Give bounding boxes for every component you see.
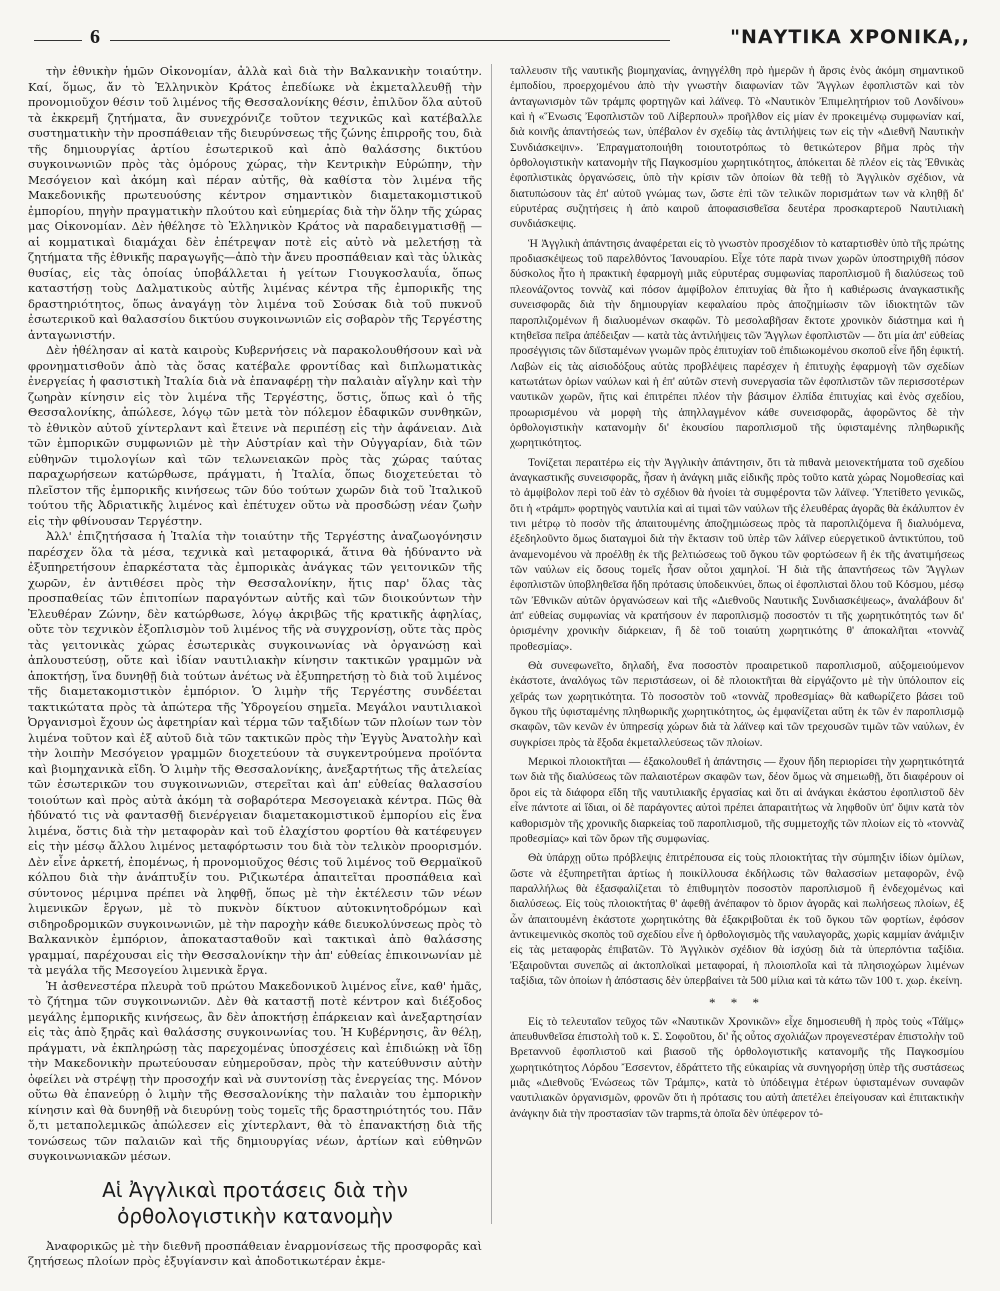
column-divider: [491, 64, 492, 1224]
section-heading-line2: ὀρθολογιστικὴν κατανομὴν: [117, 1203, 393, 1228]
final-paragraph: Εἰς τὸ τελευταῖον τεῦχος τῶν «Ναυτικῶν Χρονικῶν» εἶχε δημοσιευθῆ ἡ πρὸς τοὺς «Τάϊμς» ἀπευθυνθεῖσα ἐπιστολὴ τοῦ κ. Σ. Σοφοῦτου, δι' ἧς οὗτος σχολιάζων προγενεστέραν ἐπιστολὴν τοῦ Βρεταννοῦ ἐφοπλιστοῦ καὶ βιασοῦ τῆς ὀρθολογιστικῆς κατανομῆς τῆς Παγκοσμίου χωρητικότητος Λόρδου Ἔσσεντον, ἐδράττετο τῆς εὐκαιρίας νὰ συνηγορήσῃ ὑπὲρ τῆς συστάσεως μιᾶς «Διεθνοῦς Ἑνώσεως τῶν Τράμπς», κατὰ τὸ ὑπόδειγμα ἑτέρων ὑφισταμένων συναφῶν ναυτιλιακῶν ὀργανισμῶν, φρονῶν ὅτι ἡ πρότασις του αὐτὴ ἀπετέλει ἐπείγουσαν καὶ ἐπιτακτικὴν ἀνάγκην διὰ τὴν προστασίαν τῶν trapms,τὰ ὁποῖα δὲν ὑπέφερον τό-: [510, 1015, 964, 1120]
section-heading: [28, 1177, 482, 1229]
right-paragraph: ταλλευσιν τῆς ναυτικῆς βιομηχανίας, ἀνηγγέλθη πρὸ ἡμερῶν ἡ ἄρσις ἑνὸς ἀκόμη σημαντικοῦ ἐμποδίου, προερχομένου ἀπὸ τὴν γνωστὴν διαφωνίαν τῶν Ἄγγλων ἐφοπλιστῶν καὶ τὸν ἀνταγωνισμὸν τῶν τράμπς φορτηγῶν καὶ λάϊνεφ. Τὸ «Ναυτικὸν Ἐπιμελητήριον τοῦ Λονδίνου» καὶ ἡ «Ἕνωσις Ἐφοπλιστῶν τοῦ Λίβερπουλ» προῆλθον εἰς μίαν ἐν προκειμένῳ συμφωνίαν καί, διὰ κοινῆς ἀπαντήσεώς των, ὑπέβαλον ἐν σχεδίῳ τὰς ἀντιλήψεις των εἰς τὴν «Διεθνῆ Ναυτικὴν Συνδιάσκεψιν». Ἐπραγματοποιήθη τοιουτοτρόπως τὸ θετικώτερον βῆμα πρὸς τὴν ὀρθολογιστικὴν κατανομὴν τῆς Παγκοσμίου χωρητικότητος, ἀπόκειται δὲ πλέον εἰς τὰς Ἐθνικὰς ἐφοπλιστικὰς ὀργανώσεις, ὑπὸ τὴν κρίσιν τῶν ὁποίων θὰ τεθῇ τὸ Ἀγγλικὸν σχέδιον, νὰ διατυπώσουν τὰς ἐπ' αὐτοῦ γνώμας των, ὥστε ἐπὶ τῶν τελικῶν πορισμάτων των νὰ κληθῇ δι' εὐρυτέρας συζητήσεις ἡ ἀπὸ καιροῦ ἀποφασισθεῖσα δευτέρα προσκαρτεροῦ Ναυτιλιακὴ συνδιάσκεψις.: [510, 65, 964, 231]
left-paragraph: Ἡ ἀσθενεστέρα πλευρὰ τοῦ πρώτου Μακεδονικοῦ λιμένος εἶνε, καθ' ἡμᾶς, τὸ ζήτημα τῶν συγκοινωνιῶν. Δὲν θὰ καταστῇ ποτὲ κέντρον καὶ διέξοδος μεγάλης ἐμπορικῆς κινήσεως, ἂν δὲν ἀποκτήσῃ ἐπάρκειαν καὶ ἀνεξαρτησίαν εἰς τὰς ἀπὸ ξηρᾶς καὶ θαλάσσης συγκοινωνίας του. Ἡ Κυβέρνησις, ἂν θέλῃ, πράγματι, νὰ ἐκπληρώσῃ τὰς παρεχομένας ὑποσχέσεις καὶ ἐπιδιώκῃ νὰ ἴδῃ τὴν Μακεδονικὴν πρωτεύουσαν εὐημεροῦσαν, πρὸς τὴν κατεύθυνσιν αὐτὴν ὀφείλει νὰ στρέψῃ τὴν προσοχήν καὶ νὰ συντονίσῃ τὰς ἐνεργείας της. Μόνον οὕτω θὰ ἐπανεύρῃ ὁ λιμὴν τῆς Θεσσαλονίκης τὴν παλαιὰν του ἐμπορικὴν κίνησιν καὶ θὰ δυνηθῇ νὰ διευρύνῃ τοὺς τομεῖς τῆς δραστηριότητός του. Πᾶν ὅ,τι μεταπολεμικῶς ἀπώλεσεν εἰς χίντερλαντ, θὰ τὸ ἐπανακτήσῃ διὰ τῆς τονώσεως τῶν παλαιῶν καὶ τῆς δημιουργίας νέων, ἀρτίων καὶ εὐθηνῶν συγκοινωνιακῶν μέσων.: [28, 978, 482, 1163]
left-paragraph: Δὲν ἠθέλησαν αἱ κατὰ καιροὺς Κυβερνήσεις νὰ παρακολουθήσουν καὶ νὰ φρονηματισθοῦν ἀπὸ τὰς ὅσας κατέβαλε φροντίδας καὶ διπλωματικὰς ἐνεργείας ἡ φασιστικὴ Ἰταλία διὰ νὰ ἐπαναφέρῃ τὴν παλαιὰν αἴγλην καὶ τὴν ζωηρὰν κίνησιν εἰς τὸν λιμένα τῆς Τεργέστης, ὅστις, ὅπως καὶ ὁ τῆς Θεσσαλονίκης, ἀπώλεσε, λόγῳ τῶν μετὰ τὸν πόλεμον ἐδαφικῶν συνθηκῶν, τὸ ἐθνικὸν αὐτοῦ χίντερλαντ καὶ ἔτεινε νὰ περιπέσῃ εἰς τὴν ἀφάνειαν. Διὰ τῶν ἐμπορικῶν συμφωνιῶν μὲ τὴν Αὐστρίαν καὶ τὴν Οὐγγαρίαν, διὰ τῶν εὐθηνῶν τιμολογίων καὶ τῶν τελωνειακῶν πρὸς τὰς χώρας ταύτας παραχωρήσεων κατώρθωσε, πράγματι, ἡ Ἰταλία, ὅπως διοχετεύεται τὸ πλεῖστον τῆς ἐμπορικῆς κινήσεως τῶν δύο τούτων χωρῶν διὰ τοῦ Ἰταλικοῦ τούτου τῆς Ἀδριατικῆς λιμένος καὶ ἐπέτυχεν οὕτω νὰ προσδώσῃ νέαν ζωὴν εἰς τὴν φθίνουσαν Τεργέστην.: [28, 343, 482, 528]
section-heading-line1: Αἱ Ἀγγλικαὶ προτάσεις διὰ τὴν: [102, 1177, 408, 1202]
page-number: 6: [90, 26, 100, 48]
right-paragraph: Θὰ συνεφωνεῖτο, δηλαδή, ἕνα ποσοστὸν προαιρετικοῦ παροπλισμοῦ, αὐξομειούμενον ἑκάστοτε, ἀναλόγως τῶν περιστάσεων, οἱ δὲ πλοιοκτῆται θὰ εἰργάζοντο μὲ τὴν ὑπόλοιπον εἰς χεῖράς των χωρητικότητα. Τὸ ποσοστὸν τοῦ «τοννὰζ προθεσμίας» θὰ καθωρίζετο βάσει τοῦ ὄγκου τῆς ὑφισταμένης πληθωρικῆς χωρητικότητος, ὡς ἐμφανίζεται αὕτη ἐκ τῶν ἐν παροπλισμῷ σκαφῶν, τῶν κενῶν ἐν ὑπηρεσίᾳ χώρων διὰ τὰ λάϊνεφ καὶ τῶν τρεχουσῶν τιμῶν τῶν ναύλων, ἐν συγκρίσει πρὸς τὰ ἔξοδα ἐκμεταλλεύσεως τῶν πλοίων.: [510, 660, 964, 749]
page-header: [34, 26, 970, 52]
left-paragraph: τὴν ἐθνικὴν ἡμῶν Οἰκονομίαν, ἀλλὰ καὶ διὰ τὴν Βαλκανικὴν τοιαύτην. Καί, ὅμως, ἄν τὸ Ἑλληνικὸν Κράτος ἐπεδίωκε νὰ ἐκμεταλλευθῇ τὴν προνομιοῦχον θέσιν τοῦ λιμένος τῆς Θεσσαλονίκης θέσιν, ἐπιλῦον ὅλα αὐτοῦ τὰ ἐκκρεμῆ ζητήματα, ἂν συνεχρόνιζε τοῦτον τεχνικῶς καὶ κατέβαλλε συστηματικὴν τὴν προσπάθειαν τῆς διευρύνσεως τῆς ζώνης ἐπιρροῆς του, διὰ τῆς δημιουργίας ἀρτίου ἐσωτερικοῦ καὶ ἀπὸ θαλάσσης δικτύου συγκοινωνιῶν πρὸς τὰς ὁμόρους χώρας, τὴν Κεντρικὴν Εὐρώπην, τὴν Μεσόγειον καὶ ἀκόμη καὶ πέραν αὐτῆς, θὰ καθίστα τὸν λιμένα τῆς Μακεδονικῆς πρωτευούσης κέντρον σημαντικὸν διαμετακομιστικοῦ ἐμπορίου, πηγὴν πραγματικὴν πλούτου καὶ εὐημερίας διὰ τὴν ὅλην τῆς χώρας μας Οἰκονομίαν. Δὲν ἠθέλησε τὸ Ἑλληνικὸν Κράτος νὰ παραδειγματισθῇ — αἱ κομματικαὶ διαμάχαι δὲν ἐπέτρεψαν ποτὲ εἰς αὐτὸ νὰ μελετήσῃ τὰ ζητήματα τῆς ἐθνικῆς παραγωγῆς—ἀπὸ τὴν ἄνευ προσπάθειαν καὶ τὰς ὑλικὰς θυσίας, εἰς τὰς ὁποίας ὑποβάλλεται ἡ γείτων Γιουγκοσλαυΐα, ὅπως καταστήσῃ τοὺς Δαλματικοὺς αὐτῆς λιμένας κέντρα τῆς ἐμπορικῆς της δραστηριότητος, ὅπως ἀναγάγῃ τὸν λιμένα τοῦ Σούσακ διὰ τοῦ πυκνοῦ ἐσωτερικοῦ καὶ θαλασσίου δικτύου συγκοινωνιῶν εἰς σοβαρὸν τῆς Τεργέστης ἀνταγωνιστήν.: [28, 64, 482, 342]
header-rule-right: [110, 40, 670, 41]
section-separator-stars: * * *: [709, 995, 765, 1011]
section-lead-paragraph: Ἀναφορικῶς μὲ τὴν διεθνῆ προσπάθειαν ἐναρμονίσεως τῆς προσφορᾶς καὶ ζητήσεως πλοίων πρὸς ἐξυγίανσιν καὶ ἀποδοτικωτέραν ἐκμε-: [28, 1238, 482, 1268]
left-column: [28, 64, 482, 1270]
right-paragraph: Τονίζεται περαιτέρω εἰς τὴν Ἀγγλικὴν ἀπάντησιν, ὅτι τὰ πιθανὰ μειονεκτήματα τοῦ σχεδίου ἀναγκαστικῆς συνεισφορᾶς, ἦσαν ἡ ἀνάγκη μιᾶς εἰδικῆς πρὸς τοῦτο κατὰ χώρας Νομοθεσίας καὶ τὸ ἀμφίβολον περὶ τοῦ ἐὰν τὸ σχέδιον θὰ ἠνοίει τὰ συμφέροντα τῶν λάϊνεφ. Ὑπετίθετο γενικῶς, ὅτι ἡ «τράμπ» φορτηγὸς ναυτιλία καὶ αἱ τιμαὶ τῶν ναύλων τῆς ἐλευθέρας ἀγορᾶς θὰ ἐκάλυπτον ἐν τινι μέτρῳ τὸ ποσὸν τῆς ἀπαιτουμένης ἀποζημιώσεως πρὸς τὰ παροπλιζόμενα ἢ διαλυόμενα, ἐξεδηλοῦντο ὅμως διαταγμοὶ διὰ τὴν ἔκτασιν τοῦ ὑπὲρ τῶν λάϊνερ εὐεργετικοῦ ἀντικτύπου, τοῦ ἀναμενομένου νὰ προέλθῃ ἐκ τῆς βελτιώσεως τοῦ ὄγκου τῶν φορτώσεων ἢ ἐκ τῆς ἀνατιμήσεως τῶν ναύλων εἰς ὅσους τομεῖς ἦσαν οὗτοι χαμηλοί. Ἡ διὰ τῆς ἀπαντήσεως τῶν Ἄγγλων ἐφοπλιστῶν ὑποβληθεῖσα ἤδη πρότασις ὑποδεικνύει, ὅπως οἱ ἐφοπλισταὶ ὅλου τοῦ Κόσμου, μέσῳ τῶν Ἐθνικῶν αὐτῶν ὀργανώσεων καὶ τῆς «Διεθνοῦς Ναυτικῆς Συνδιασκέψεως», ἀναλάβουν δι' ἀπ' εὐθείας συμφωνίας νὰ κρατήσουν ἐν παροπλισμῷ ποσοστόν τι τῆς χωρητικότητός των δι' ὁρισμένην χρονικὴν διάρκειαν, ἢ δὲ τοῦ τοιαύτη χωρητικότης θ' ἀποκαλῆται «τοννὰζ προθεσμίας».: [510, 456, 964, 653]
right-paragraph: Μερικοὶ πλοιοκτῆται — ἐξακολουθεῖ ἡ ἀπάντησις — ἔχουν ἤδη περιορίσει τὴν χωρητικότητά των διὰ τῆς διαλύσεως τῶν παλαιοτέρων σκαφῶν των, δέον ὅμως νὰ σημειωθῇ, ὅτι διαφέρουν οἱ ὅροι εἰς τὰ διάφορα εἴδη τῆς ναυτιλιακῆς ἐργασίας καὶ ὅτι αἱ ἀνάγκαι ἑκάστου ἐφοπλιστοῦ δὲν εἶνε πάντοτε αἱ ἴδιαι, οἱ δὲ παράγοντες αὐτοὶ πρέπει ἀπαραιτήτως νὰ ληφθοῦν ὑπ' ὄψιν κατὰ τὸν καθορισμὸν τῆς χρονικῆς διαρκείας τοῦ παροπλισμοῦ, τῆς συμμετοχῆς τῶν πλοίων εἰς τὸ «τοννὰζ προθεσμίας» καὶ τῶν ὅρων τῆς συμφωνίας.: [510, 756, 964, 845]
masthead-title: "ΝΑΥΤΙΚΑ ΧΡΟΝΙΚΑ,,: [730, 26, 970, 48]
right-column: [510, 64, 964, 1122]
right-paragraph: Ἡ Ἀγγλικὴ ἀπάντησις ἀναφέρεται εἰς τὸ γνωστὸν προσχέδιον τὸ καταρτισθὲν ὑπὸ τῆς πρώτης προδιασκέψεως τοῦ παρελθόντος Ἰανουαρίου. Εἶχε τότε παρὰ τινων χωρῶν ὑποστηριχθῆ πόσον δύσκολος ἦτο ἡ πρακτικὴ ἐφαρμογὴ μιᾶς εὐρυτέρας συμφωνίας παροπλισμοῦ ἢ διαλύσεως τοῦ πλεονάζοντος τοννὰζ καὶ πόσον ἀμφίβολον ἐπιτυχίας θὰ ἦτο ἡ καθιέρωσις ἀναγκαστικῆς συνεισφορᾶς διὰ τὴν δημιουργίαν κεφαλαίου πρὸς ἀποζημίωσιν τῶν ἰδιοκτητῶν τῶν παροπλιζομένων ἢ διαλυομένων σκαφῶν. Τὸ μεσολαβῆσαν ἔκτοτε χρονικὸν διάστημα καὶ ἡ κτηθεῖσα πεῖρα ἀπέδειξαν — κατὰ τὰς ἀντιλήψεις τῶν Ἄγγλων ἐφοπλιστῶν — ὅτι μία ἀπ' εὐθείας προσέγγισις τῶν διϊσταμένων γνωμῶν πρὸς ἐπιτυχίαν τοῦ ἐπιδιωκομένου σκοποῦ εἶνε ἤδη ἐφικτή. Λαβὼν εἰς τὰς αἰσιοδόξους αὐτὰς προβλέψεις παρέσχεν ἡ ἐπιτυχὴς ἐφαρμογὴ τῶν σχεδίων κατωτάτων ὁρίων ναύλων καὶ ἡ ἐπ' αὐτῶν στενὴ συνεργασία τῶν ἐφοπλιστῶν τῶν περισσοτέρων ναυτικῶν χωρῶν, ἥτις καὶ ἐπιτρέπει πλέον τὴν βάσιμον ἐλπίδα ἐπιτυχίας καὶ ἑνὸς σχεδίου, προωρισμένου νὰ μορφὴ τὴς ἀπηλλαγμένον κάθε συνεισφορᾶς, ἀφορῶντος δὲ τὴν ὀρθολογιστικὴν κατανομὴν δι' ἑκουσίου παροπλισμοῦ τῆς ὑφισταμένης πληθωρικῆς χωρητικότητος.: [510, 237, 964, 450]
left-paragraph: Ἀλλ' ἐπιζητήσασα ἡ Ἰταλία τὴν τοιαύτην τῆς Τεργέστης ἀναζωογόνησιν παρέσχεν ὅλα τὰ μέσα, τεχνικὰ καὶ μεταφορικά, ἅτινα θὰ ἠδύναντο νὰ ἐξυπηρετήσουν ἐπαρκέστατα τὰς ἐμπορικὰς ἀνάγκας τῶν γειτονικῶν τῆς χωρῶν, ἐν ἀντιθέσει πρὸς τὴν Θεσσαλονίκην, ἥτις παρ' ὅλας τὰς προσπαθείας τῶν ἐπιτοπίων παραγόντων αὐτῆς καὶ τῶν διοικούντων τὴν Ἐλευθέραν Ζώνην, δὲν κατώρθωσε, λόγῳ ἀκριβῶς τῆς κρατικῆς ἀφηλίας, οὔτε τὸν τεχνικὸν ἐξοπλισμὸν τοῦ λιμένος τῆς νὰ συγχρονίσῃ, οὔτε τὰς πρὸς τὰς γειτονικὰς χώρας ἐσωτερικὰς συγκοινωνίας νὰ ὀργανώσῃ καὶ ἀπλουστεύσῃ, οὔτε καὶ ἰδίαν ναυτιλιακὴν κίνησιν τακτικῶν γραμμῶν νὰ ἀποκτήσῃ, ἵνα δυνηθῇ διὰ τούτων ἀνέτως νὰ ἐξυπηρετήσῃ τὸ διὰ τοῦ λιμένος τῆς διαμετακομιστικὸν ἐμπόριον. Ὁ λιμὴν τῆς Τεργέστης συνδέεται τακτικώτατα πρὸς τὰ ἀπώτερα τῆς Ὑδρογείου σημεῖα. Μεγάλοι ναυτιλιακοὶ Ὀργανισμοὶ ἔχουν ὡς ἀφετηρίαν καὶ τέρμα τῶν ταξιδίων τῶν πλοίων των τὸν λιμένα τοῦτον καὶ ἐξ αὐτοῦ διὰ τῶν τακτικῶν πρὸς τὴν Ἐγγὺς Ἀνατολὴν καὶ τὴν λοιπὴν Μεσόγειον γραμμῶν διοχετεύουν τὰ συγκεντρούμενα προϊόντα καὶ βιομηχανικὰ εἴδη. Ὁ λιμὴν τῆς Θεσσαλονίκης, ἀνεξαρτήτως τῆς ἀτελείας τῶν ἐσωτερικῶν του συγκοινωνιῶν, στερεῖται καὶ ἀπ' εὐθείας θαλασσίου τοιούτων καὶ πρὸς αὐτὰ ἀκόμη τὰ σοβαρότερα Μεσογειακὰ κέντρα. Πῶς θὰ ἠδύνατό τις νὰ φαντασθῇ διενέργειαν διαμετακομιστικοῦ ἐμπορίου εἰς ἕνα λιμένα, ὅστις διὰ τὴν μεταφορὰν καὶ τοῦ ἐλαχίστου φορτίου θὰ κατέφευγεν εἰς τὴν μέσῳ ἄλλου λιμένος μεταφόρτωσιν του διὰ τὸν τελικὸν προορισμόν. Δὲν εἶνε ἀρκετή, ἐπομένως, ἡ προνομιοῦχος θέσις τοῦ λιμένος τοῦ Θερμαϊκοῦ κόλπου διὰ τὴν ἀνάπτυξίν του. Ριζικωτέρα ἀπαιτεῖται προσπάθεια καὶ σύντονος μέριμνα πρέπει νὰ ληφθῇ, ὅπως μὲ τὴν ἐκτέλεσιν τῶν νέων λιμενικῶν ἔργων, μὲ τὸ πυκνὸν δίκτυον αὐτοκινητοδρόμων καὶ σιδηροδρομικῶν συγκοινωνιῶν, μὲ τὴν παροχὴν κάθε διευκολύνσεως πρὸς τὸ Βαλκανικὸν ἐμπόριον, ἀποκατασταθοῦν καὶ τακτικαὶ ἀπὸ θαλάσσης γραμμαί, παρέχουσαι εἰς τὴν Θεσσαλονίκην τὴν ἀπ' εὐθείας ἐπικοινωνίαν μὲ τὰ μεγάλα τῆς Μεσογείου λιμενικὰ ἔργα.: [28, 529, 482, 977]
header-rule-left: [34, 40, 82, 41]
right-paragraph: Θὰ ὑπάρχῃ οὕτω πρόβλεψις ἐπιτρέπουσα εἰς τοὺς πλοιοκτήτας τὴν σύμπηξιν ἰδίων ὁμίλων, ὥστε νὰ ἐξυπηρετῆται ἀρτίως ἡ ποικίλλουσα ἐκδήλωσις τῶν θαλασσίων μεταφορῶν, ἐνῷ παραλλήλως θὰ ἐξασφαλίζεται τὸ ἐπιθυμητὸν ποσοστὸν παροπλισμοῦ ἢ ἐνδεχομένως καὶ διαλύσεως. Εἰς τοὺς πλοιοκτήτας θ' ἀφεθῇ ἀνέπαφον τὸ ὅριον ἀγορᾶς καὶ πωλήσεως πλοίων, ἐξ ὧν ἀπαιτουμένη ἑκάστοτε χωρητικότης θὰ ἐξακριβοῦται ἐκ τοῦ ὄγκου τῶν φορτίων, ἐφόσον ἀντικειμενικὸς σκοπὸς τοῦ σχεδίου εἶνε ἡ ὀρθολογισμὸς τῆς ναυλαγορᾶς, χωρὶς καμμίαν ἀνάμιξιν εἰς τὰς μεταφορὰς ἐπιβατῶν. Τὸ Ἀγγλικὸν σχέδιον θὰ ἰσχύσῃ διὰ τὰ ὑπερπόντια ταξίδια. Ἐξαιροῦνται συνεπῶς αἱ ἀκτοπλοϊκαὶ μεταφοραί, ἡ πλοιοπλοΐα καὶ τὰ πλησιοχώρων λιμένων ταξίδια, τῶν ὁποίων ἡ ἀπόστασις δὲν ὑπερβαίνει τὰ 500 μίλια καὶ τὰ κάτω τῶν 100 τ. χωρ. ἐκείνη.: [510, 852, 964, 987]
